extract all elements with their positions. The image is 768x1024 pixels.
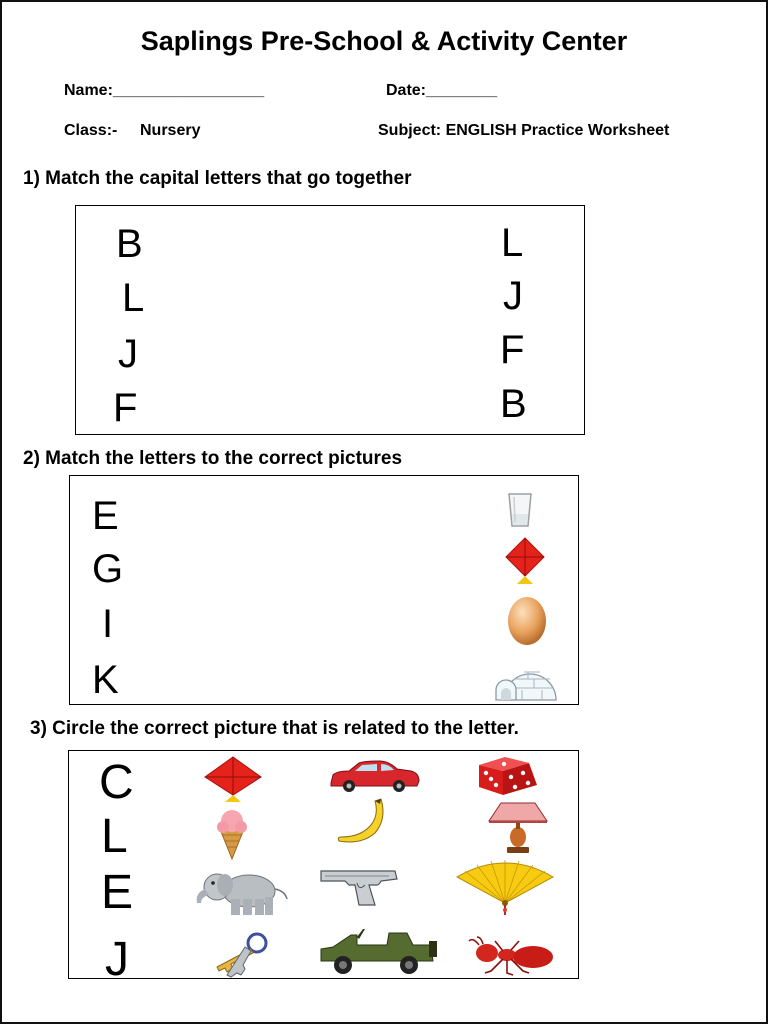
kite-icon[interactable] [203,755,263,803]
class-value: Nursery [140,122,201,139]
class-label: Class:- [64,122,118,139]
q3-letter: E [101,866,134,919]
name-field: Name:_________________ [64,82,265,99]
igloo-icon[interactable] [494,660,562,702]
q1-box [75,205,585,435]
q1-heading: 1) Match the capital letters that go together [23,168,412,189]
car-icon[interactable] [327,759,421,793]
q3-box [68,750,579,986]
date-field: Date:________ [386,82,498,99]
q2-letter: I [102,602,114,646]
q2-letter: E [92,494,119,538]
dice-icon[interactable] [475,755,541,797]
q1-right-letter: L [501,221,524,265]
q1-left-letter: J [118,332,138,376]
page-title: Saplings Pre-School & Activity Center [140,26,628,56]
glass-icon[interactable] [507,492,533,528]
q3-letter: L [101,810,128,863]
egg-icon[interactable] [506,594,548,646]
key-icon[interactable] [207,933,273,977]
q3-heading: 3) Circle the correct picture that is related to the letter. [30,718,519,739]
ant-icon[interactable] [467,937,563,977]
elephant-icon[interactable] [191,867,291,917]
banana-icon[interactable] [335,797,389,847]
fan-icon[interactable] [455,859,555,917]
q1-left-letter: L [122,276,145,320]
jeep-icon[interactable] [317,927,439,977]
q1-right-letter: B [500,382,527,426]
q1-right-letter: F [500,328,525,372]
lamp-icon[interactable] [487,801,549,855]
gun-icon[interactable] [319,867,401,907]
q2-letter: G [92,547,124,591]
q1-left-letter: B [116,222,143,266]
subject-field: Subject: ENGLISH Practice Worksheet [378,122,670,139]
kite-icon[interactable] [503,536,547,586]
q1-right-letter: J [503,274,523,318]
q2-box [69,475,579,705]
q1-left-letter: F [113,386,138,430]
q3-letter: C [99,756,134,809]
q2-letter: K [92,658,119,702]
ice-cream-icon[interactable] [212,807,252,861]
q3-letter: J [105,933,129,986]
q2-heading: 2) Match the letters to the correct pictures [23,448,403,469]
